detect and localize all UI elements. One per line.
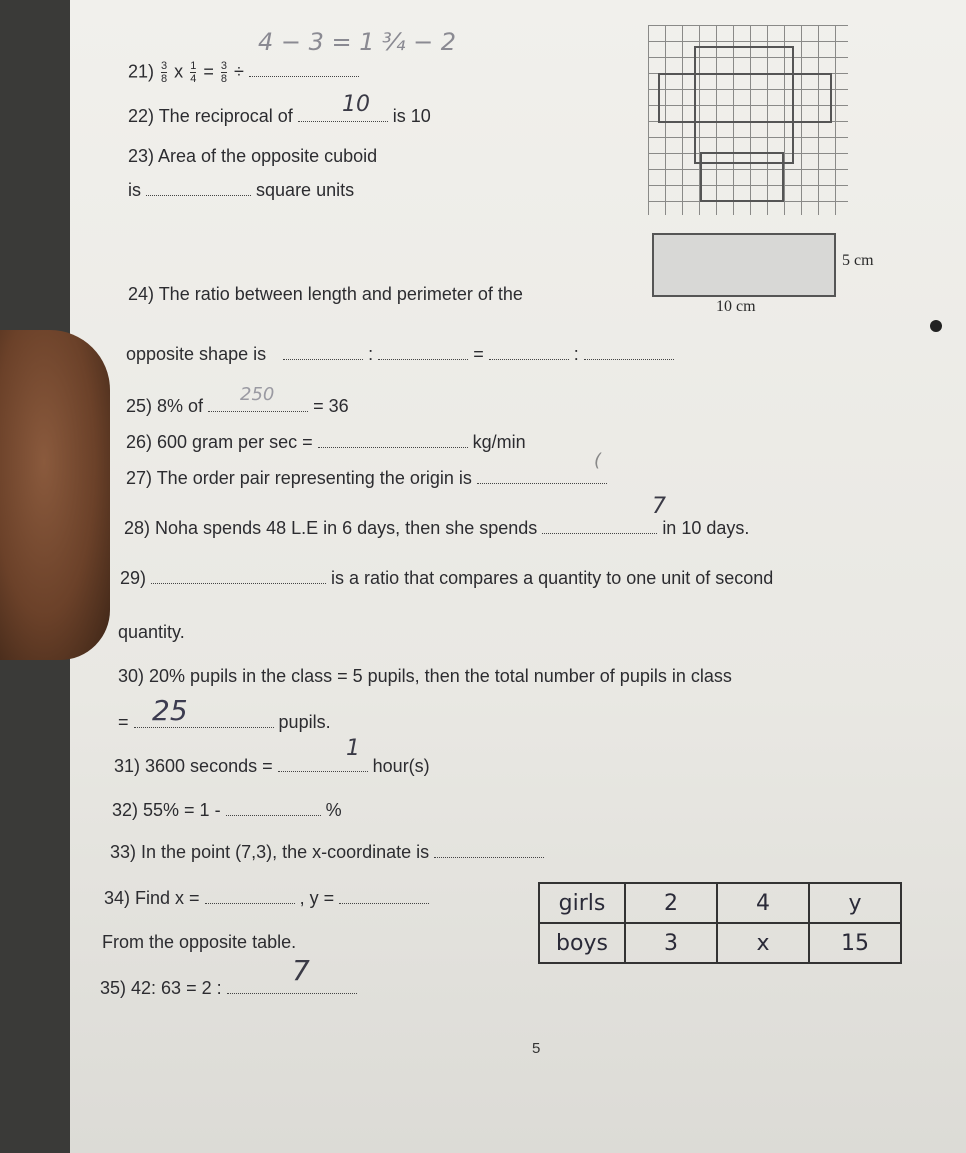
question-34-line2: From the opposite table. — [102, 932, 297, 952]
q34-y-blank[interactable] — [339, 889, 429, 904]
q32-answer-blank[interactable] — [226, 801, 321, 816]
q30-equals: = — [118, 712, 129, 732]
table-cell: girls — [539, 883, 625, 923]
equals-sign: = — [203, 61, 214, 82]
question-25 — [126, 396, 349, 417]
q24-blank-4[interactable] — [584, 345, 674, 360]
q25-handwriting: 250 — [240, 384, 275, 405]
q24-blank-2[interactable] — [378, 345, 468, 360]
q26-suffix: kg/min — [472, 432, 526, 452]
q35-text: 35) 42: 63 = 2 : — [100, 978, 222, 998]
times-sign: x — [174, 61, 184, 82]
q34-y-label: , y = — [299, 888, 335, 908]
question-21 — [128, 60, 359, 85]
cuboid-outline-horizontal — [658, 73, 832, 123]
q29-number: 29) — [120, 568, 147, 588]
q21-handwriting: 4 − 3 = 1 ¾ − 2 — [258, 28, 457, 56]
question-30-line1: 30) 20% pupils in the class = 5 pupils, then the total number of pupils in class — [118, 666, 732, 686]
divide-sign: ÷ — [234, 61, 244, 82]
rectangle-height-label: 5 cm — [842, 252, 874, 269]
q23-answer-blank[interactable] — [146, 181, 251, 196]
q34-x-blank[interactable] — [205, 889, 295, 904]
q27-handwriting: ( — [594, 450, 602, 471]
question-23-line2 — [128, 180, 354, 201]
q24-blank-1[interactable] — [283, 345, 363, 360]
q21-number: 21) — [128, 61, 155, 82]
q32-text: 32) 55% = 1 - — [112, 800, 221, 820]
q25-suffix: = 36 — [313, 396, 349, 416]
question-31 — [114, 756, 430, 777]
q23-is: is — [128, 180, 141, 200]
q22-text: 22) The reciprocal of — [128, 106, 293, 126]
q24-colon-1: : — [368, 344, 374, 364]
q29-text: is a ratio that compares a quantity to one unit of second — [331, 568, 774, 588]
q26-text: 26) 600 gram per sec = — [126, 432, 313, 452]
question-35 — [100, 978, 357, 999]
rectangle-figure — [652, 233, 836, 297]
question-28 — [124, 518, 749, 539]
fraction-1: $\frac{3}{8}$ — [161, 60, 168, 85]
q28-answer-blank[interactable] — [542, 519, 657, 534]
q31-text: 31) 3600 seconds = — [114, 756, 273, 776]
question-30-line2 — [118, 712, 331, 733]
q26-answer-blank[interactable] — [318, 433, 468, 448]
rectangle-width-label: 10 cm — [716, 298, 756, 315]
q33-text: 33) In the point (7,3), the x-coordinate is — [110, 842, 430, 862]
question-33 — [110, 842, 544, 863]
q25-text: 25) 8% of — [126, 396, 204, 416]
question-23-line1: 23) Area of the opposite cuboid — [128, 146, 378, 166]
question-22 — [128, 106, 431, 127]
ink-dot — [930, 320, 942, 332]
q30-suffix: pupils. — [278, 712, 331, 732]
q22-handwriting: 10 — [342, 92, 370, 117]
question-32 — [112, 800, 342, 821]
q23-units: square units — [256, 180, 355, 200]
question-24-line1: 24) The ratio between length and perimeter of the — [128, 284, 523, 304]
q31-handwriting: 1 — [346, 736, 360, 761]
q22-suffix: is 10 — [392, 106, 431, 126]
table-cell: 15 — [809, 923, 901, 963]
q33-answer-blank[interactable] — [434, 843, 544, 858]
table-cell: x — [717, 923, 809, 963]
q31-suffix: hour(s) — [372, 756, 430, 776]
table-cell: 3 — [625, 923, 717, 963]
q24-equals: = — [473, 344, 484, 364]
q24-blank-3[interactable] — [489, 345, 569, 360]
q28-suffix: in 10 days. — [662, 518, 750, 538]
q28-handwriting: 7 — [652, 494, 666, 519]
page-number: 5 — [532, 1040, 541, 1057]
question-34 — [104, 888, 429, 909]
table-cell: y — [809, 883, 901, 923]
question-26 — [126, 432, 526, 453]
q30-handwriting: 25 — [152, 694, 188, 727]
question-24-line2 — [126, 344, 674, 365]
hand-holding-page — [0, 330, 110, 660]
q21-answer-blank[interactable] — [249, 62, 359, 77]
ratio-table — [538, 882, 902, 964]
fraction-3: $\frac{3}{8}$ — [220, 60, 227, 85]
q24-colon-2: : — [573, 344, 579, 364]
question-27 — [126, 468, 607, 489]
q35-handwriting: 7 — [292, 954, 310, 987]
question-29-line2: quantity. — [118, 622, 185, 642]
question-29 — [120, 568, 773, 589]
q34-text: 34) Find x = — [104, 888, 200, 908]
q32-suffix: % — [325, 800, 342, 820]
table-row — [539, 883, 901, 923]
q28-text: 28) Noha spends 48 L.E in 6 days, then she spends — [124, 518, 538, 538]
q27-answer-blank[interactable] — [477, 469, 607, 484]
q24-text: opposite shape is — [126, 344, 267, 364]
table-cell: boys — [539, 923, 625, 963]
table-cell: 4 — [717, 883, 809, 923]
q27-text: 27) The order pair representing the origin is — [126, 468, 472, 488]
q29-answer-blank[interactable] — [151, 569, 326, 584]
fraction-2: $\frac{1}{4}$ — [190, 60, 197, 85]
table-cell: 2 — [625, 883, 717, 923]
cuboid-outline-bottom — [700, 152, 784, 202]
table-row — [539, 923, 901, 963]
